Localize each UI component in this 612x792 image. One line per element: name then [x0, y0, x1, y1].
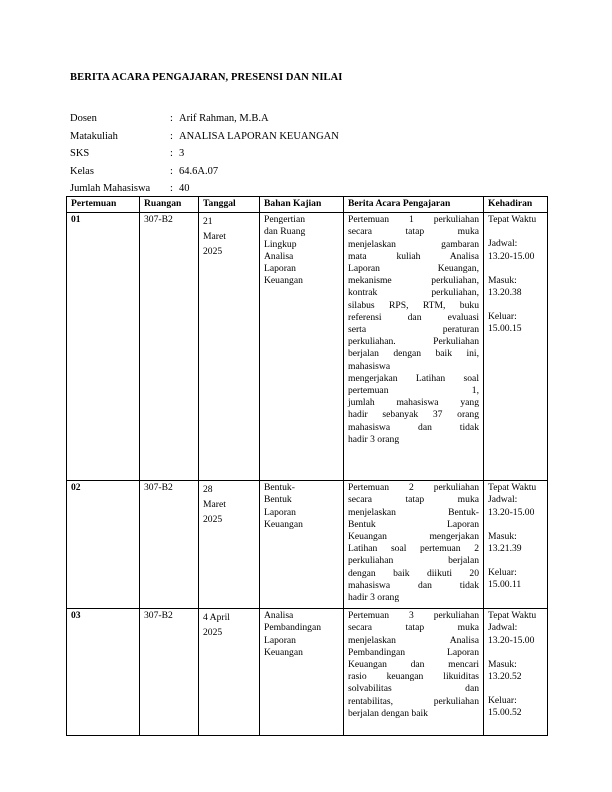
info-value: 40 — [179, 183, 190, 194]
cell-bahan-kajian — [260, 213, 344, 481]
cell-pertemuan: 02 — [67, 481, 140, 609]
topic-line: Lingkup — [264, 238, 297, 250]
topic-line: Bentuk — [264, 494, 292, 506]
info-colon: : — [170, 113, 173, 124]
topic-line: Pengertian — [264, 214, 306, 226]
report-line: mahasiswa dan tidak — [348, 421, 479, 433]
info-label: SKS — [70, 148, 90, 159]
report-line: jumlah mahasiswa yang — [348, 397, 479, 409]
date-line: Maret — [203, 231, 226, 243]
report-line: mata kuliah Analisa — [348, 250, 479, 262]
report-line: mekanisme perkuliahan, — [348, 275, 479, 287]
report-line: silabus RPS, RTM, buku — [348, 299, 479, 311]
report-line: secara tatap muka — [348, 494, 479, 506]
report-line: solvabilitas dan — [348, 683, 479, 695]
info-value: 3 — [179, 148, 185, 159]
report-line: berjalan dengan baik — [348, 707, 428, 719]
topic-line: Bentuk- — [264, 482, 295, 494]
topic-line: Keuangan — [264, 275, 303, 287]
date-line: 2025 — [203, 627, 223, 639]
attendance-gap — [488, 263, 543, 275]
report-line: secara tatap muka — [348, 622, 479, 634]
attendance-gap — [488, 299, 543, 311]
attendance-gap — [488, 555, 543, 567]
report-line: dengan baik diikuti 20 — [348, 567, 479, 579]
cell-ruangan: 307-B2 — [140, 481, 199, 609]
table-header-row — [67, 197, 548, 213]
attendance-masuk-label: Masuk: — [488, 274, 517, 286]
cell-pertemuan: 01 — [67, 213, 140, 481]
date-line: 2025 — [203, 514, 223, 526]
attendance-keluar-label: Keluar: — [488, 311, 517, 323]
attendance-status: Tepat Waktu — [488, 610, 537, 622]
course-info — [70, 110, 339, 198]
attendance-masuk-label: Masuk: — [488, 658, 517, 670]
info-value: ANALISA LAPORAN KEUANGAN — [179, 130, 339, 142]
attendance-masuk-time: 13.20.52 — [488, 671, 522, 683]
cell-ruangan: 307-B2 — [140, 213, 199, 481]
attendance-gap — [488, 226, 543, 238]
report-line: perkuliahan. Perkuliahan — [348, 336, 479, 348]
table-row — [67, 481, 548, 609]
attendance-jadwal-time: 13.20-15.00 — [488, 250, 535, 262]
info-value: Arif Rahman, M.B.A — [179, 113, 269, 124]
cell-kehadiran — [484, 213, 548, 481]
header-ruangan: Ruangan — [140, 197, 199, 213]
document-title: BERITA ACARA PENGAJARAN, PRESENSI DAN NILAI — [70, 72, 343, 83]
header-bahan-kajian: Bahan Kajian — [260, 197, 344, 213]
header-pertemuan: Pertemuan — [67, 197, 140, 213]
report-line: secara tatap muka — [348, 226, 479, 238]
info-row-dosen — [70, 110, 339, 128]
report-line: menjelaskan Analisa — [348, 634, 479, 646]
attendance-masuk-time: 13.20.38 — [488, 287, 522, 299]
date-line: Maret — [203, 499, 226, 511]
info-row-kelas — [70, 163, 339, 181]
info-label: Kelas — [70, 165, 94, 177]
date-line: 4 April — [203, 612, 230, 624]
cell-kehadiran — [484, 609, 548, 736]
cell-berita-acara — [344, 481, 484, 609]
info-row-matakuliah — [70, 128, 339, 146]
date-line: 21 — [203, 216, 213, 228]
attendance-jadwal-label: Jadwal: — [488, 622, 518, 634]
cell-berita-acara — [344, 609, 484, 736]
cell-berita-acara — [344, 213, 484, 481]
cell-ruangan: 307-B2 — [140, 609, 199, 736]
date-line: 2025 — [203, 246, 223, 258]
report-line: serta peraturan — [348, 324, 479, 336]
attendance-masuk-time: 13.21.39 — [488, 543, 522, 555]
topic-line: Laporan — [264, 634, 296, 646]
report-line: Latihan soal pertemuan 2 — [348, 543, 479, 555]
cell-tanggal — [199, 213, 260, 481]
attendance-status: Tepat Waktu — [488, 214, 537, 226]
report-line: Keuangan dan mencari — [348, 659, 479, 671]
header-kehadiran: Kehadiran — [484, 197, 548, 213]
attendance-jadwal-label: Jadwal: — [488, 238, 518, 250]
report-line: hadir 3 orang — [348, 592, 400, 604]
attendance-jadwal-label: Jadwal: — [488, 494, 518, 506]
attendance-gap — [488, 647, 543, 659]
cell-pertemuan: 03 — [67, 609, 140, 736]
report-line: Laporan Keuangan, — [348, 263, 479, 275]
report-line: hadir 3 orang — [348, 433, 400, 445]
report-line: mahasiswa — [348, 360, 391, 372]
attendance-keluar-time: 15.00.11 — [488, 579, 522, 591]
table-row — [67, 609, 548, 736]
header-tanggal: Tanggal — [199, 197, 260, 213]
report-line: mahasiswa dan tidak — [348, 579, 479, 591]
attendance-keluar-label: Keluar: — [488, 695, 517, 707]
info-label: Dosen — [70, 113, 97, 124]
report-line: rentabilitas, perkuliahan — [348, 695, 479, 707]
report-line: Pertemuan 2 perkuliahan — [348, 482, 479, 494]
cell-bahan-kajian — [260, 609, 344, 736]
info-label: Matakuliah — [70, 130, 118, 142]
report-line: Pembandingan Laporan — [348, 646, 479, 658]
attendance-jadwal-time: 13.20-15.00 — [488, 506, 535, 518]
report-line: kontrak perkuliahan, — [348, 287, 479, 299]
cell-kehadiran — [484, 481, 548, 609]
report-line: mengerjakan Latihan soal — [348, 372, 479, 384]
report-line: perkuliahan berjalan — [348, 555, 479, 567]
attendance-gap — [488, 683, 543, 695]
info-row-sks — [70, 145, 339, 163]
info-colon: : — [170, 165, 173, 177]
info-label: Jumlah Mahasiswa — [70, 183, 151, 194]
report-line: berjalan dengan baik ini, — [348, 348, 479, 360]
report-line: Pertemuan 3 perkuliahan — [348, 610, 479, 622]
attendance-table — [66, 196, 548, 736]
info-colon: : — [170, 183, 173, 194]
report-line: hadir sebanyak 37 orang — [348, 409, 479, 421]
report-line: rasio keuangan likuiditas — [348, 671, 479, 683]
topic-line: Keuangan — [264, 518, 303, 530]
date-line: 28 — [203, 484, 213, 496]
report-line: Keuangan mengerjakan — [348, 531, 479, 543]
table-row — [67, 213, 548, 481]
attendance-keluar-label: Keluar: — [488, 567, 517, 579]
topic-line: Pembandingan — [264, 622, 322, 634]
attendance-keluar-time: 15.00.52 — [488, 707, 522, 719]
topic-line: Analisa — [264, 610, 294, 622]
report-line: referensi dan evaluasi — [348, 311, 479, 323]
report-line: menjelaskan Bentuk- — [348, 506, 479, 518]
info-row-jumlah-mahasiswa — [70, 180, 339, 198]
attendance-gap — [488, 519, 543, 531]
topic-line: Laporan — [264, 506, 296, 518]
cell-tanggal — [199, 481, 260, 609]
attendance-status: Tepat Waktu — [488, 482, 537, 494]
attendance-jadwal-time: 13.20-15.00 — [488, 634, 535, 646]
info-value: 64.6A.07 — [179, 165, 219, 177]
report-line: Pertemuan 1 perkuliahan — [348, 214, 479, 226]
report-line: pertemuan 1, — [348, 385, 479, 397]
info-colon: : — [170, 148, 173, 159]
attendance-masuk-label: Masuk: — [488, 530, 517, 542]
attendance-keluar-time: 15.00.15 — [488, 323, 522, 335]
info-colon: : — [170, 130, 173, 142]
report-line: Bentuk Laporan — [348, 518, 479, 530]
topic-line: dan Ruang — [264, 226, 306, 238]
cell-bahan-kajian — [260, 481, 344, 609]
header-berita-acara: Berita Acara Pengajaran — [344, 197, 484, 213]
topic-line: Keuangan — [264, 646, 303, 658]
report-line: menjelaskan gambaran — [348, 238, 479, 250]
topic-line: Analisa — [264, 250, 294, 262]
cell-tanggal — [199, 609, 260, 736]
topic-line: Laporan — [264, 263, 296, 275]
